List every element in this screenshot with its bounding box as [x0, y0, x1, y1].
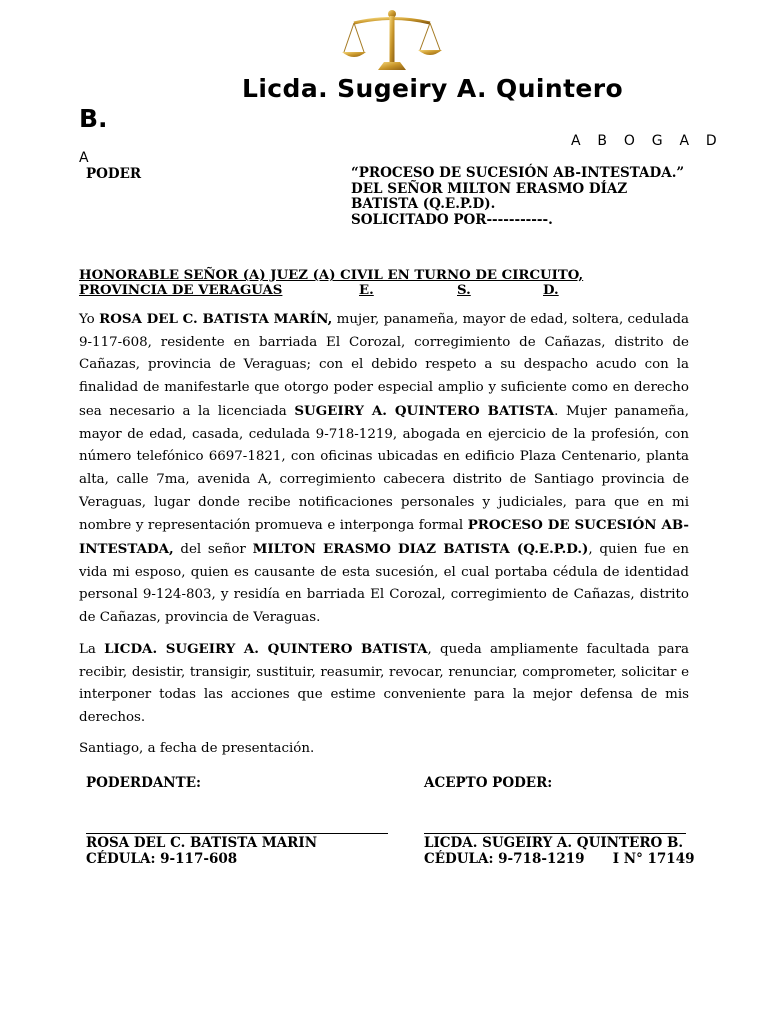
body-paragraph [79, 308, 689, 630]
signer-name: ROSA DEL C. BATISTA MARIN [86, 835, 318, 851]
signer-id: CÉDULA: 9-718-1219 I N° 17149 [424, 850, 695, 867]
profession-label-tail: A [79, 150, 89, 166]
text-run: , queda ampliamente facultada para recibir, desistir, transigir, sustituir, reasumir, revocar, renunciar, comprometer, solicitar e interponer todas las acciones que estime conveniente para la mejor defensa de mis derechos. [79, 641, 689, 725]
signer-id: CÉDULA: 9-117-608 [86, 850, 238, 867]
grantor-name: ROSA DEL C. BATISTA MARÍN, [99, 311, 333, 327]
addressee-line [79, 283, 619, 298]
date-place-line: Santiago, a fecha de presentación. [79, 740, 315, 756]
signer-name: LICDA. SUGEIRY A. QUINTERO B. [424, 835, 684, 851]
grantor-signature-label: PODERDANTE: [86, 775, 201, 791]
case-reference [351, 166, 684, 228]
document-type-label: PODER [86, 166, 142, 182]
attorney-name: LICDA. SUGEIRY A. QUINTERO BATISTA [104, 640, 428, 657]
text-run: , quien fue en vida mi esposo, quien es causante de esta sucesión, el cual portaba cédula de identidad personal 9-124-803, y residía en barriada El Corozal, corregimiento de Cañazas, distrito de Cañazas, provincia de Veraguas. [79, 542, 689, 626]
attorney-name: SUGEIRY A. QUINTERO BATISTA [294, 402, 555, 419]
text-run: mujer, panameña, mayor de edad, soltera, cedulada 9-117-608, residente en barriada El Corozal, corregimiento de Cañazas, distrito de Cañazas, provincia de Veraguas; con el debido respeto a su despacho acudo con la finalidad de manifestarle que otorgo poder especial amplio y suficiente como en derecho sea necesario a la licenciada [79, 312, 689, 419]
lawyer-name-title: Licda. Sugeiry A. Quintero [242, 74, 624, 103]
attorney-signature-block [424, 836, 695, 867]
court-addressee [79, 268, 619, 298]
document-body [79, 308, 689, 768]
scales-of-justice-icon [340, 6, 444, 74]
addressee-line: HONORABLE SEÑOR (A) JUEZ (A) CIVIL EN TURNO DE CIRCUITO, [79, 268, 584, 283]
text-run: del señor [173, 542, 253, 558]
signature-line [424, 833, 686, 834]
addressee-esd: D. [543, 283, 559, 298]
addressee-esd: S. [457, 283, 471, 298]
process-name: PROCESO DE SUCESIÓN AB-INTESTADA, [79, 517, 689, 558]
body-paragraph [79, 638, 689, 730]
case-line: SOLICITADO POR-----------. [351, 211, 553, 228]
attorney-signature-label: ACEPTO PODER: [424, 775, 553, 791]
text-run: . Mujer panameña, mayor de edad, casada, cedulada 9-718-1219, abogada en ejercicio de la profesión, con número telefónico 6697-1821, con oficinas ubicadas en edificio Plaza Centenario, planta alta, calle 7ma, avenida A, corregimiento cabecera distrito de Santiago provincia de Veraguas, lugar donde recibe notificaciones personales y judiciales, para que en mi nombre y representación promueva e interponga formal [79, 403, 689, 534]
addressee-esd: E. [359, 283, 374, 298]
deceased-name: MILTON ERASMO DIAZ BATISTA (Q.E.P.D.) [252, 541, 589, 558]
signature-line [86, 833, 388, 834]
text-run: Yo [79, 312, 100, 327]
lawyer-name-title-continued: B. [79, 104, 108, 133]
case-line: “PROCESO DE SUCESIÓN AB-INTESTADA.” [351, 165, 685, 181]
case-line: DEL SEÑOR MILTON ERASMO DÍAZ [351, 180, 628, 197]
addressee-province: PROVINCIA DE VERAGUAS [79, 283, 283, 298]
case-line: BATISTA (Q.E.P.D). [351, 196, 496, 212]
text-run: La [79, 641, 105, 657]
profession-label: A B O G A D [571, 133, 723, 149]
grantor-signature-block [86, 836, 317, 867]
